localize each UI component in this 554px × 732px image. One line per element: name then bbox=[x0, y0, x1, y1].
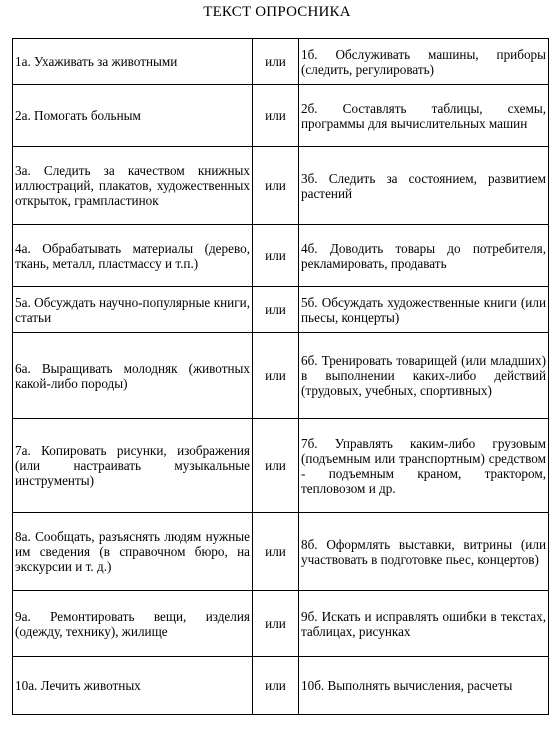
option-b-cell: 6б. Тренировать товарищей (или младших) в выполнении каких-либо действий (трудовых, учебных, спортивных) bbox=[299, 333, 549, 419]
table-row bbox=[13, 39, 549, 85]
option-b-cell: 1б. Обслуживать машины, приборы (следить, регулировать) bbox=[299, 39, 549, 85]
page-title: ТЕКСТ ОПРОСНИКА bbox=[203, 4, 351, 20]
option-a-cell: 9а. Ремонтировать вещи, изделия (одежду, технику), жилище bbox=[13, 591, 253, 657]
table-row bbox=[13, 85, 549, 147]
table-row bbox=[13, 591, 549, 657]
or-cell: или bbox=[253, 591, 299, 657]
option-a-cell: 4а. Обрабатывать материалы (дерево, ткань, металл, пластмассу и т.п.) bbox=[13, 225, 253, 287]
table-row bbox=[13, 333, 549, 419]
option-a-cell: 10а. Лечить животных bbox=[13, 657, 253, 715]
option-b-cell: 2б. Составлять таблицы, схемы, программы для вычислительных машин bbox=[299, 85, 549, 147]
option-b-cell: 3б. Следить за состоянием, развитием растений bbox=[299, 147, 549, 225]
option-b-cell: 9б. Искать и исправлять ошибки в текстах, таблицах, рисунках bbox=[299, 591, 549, 657]
option-a-cell: 7а. Копировать рисунки, изображения (или настраивать музыкальные инструменты) bbox=[13, 419, 253, 513]
option-a-cell: 1а. Ухаживать за животными bbox=[13, 39, 253, 85]
table-row bbox=[13, 513, 549, 591]
option-a-cell: 5а. Обсуждать научно-популярные книги, статьи bbox=[13, 287, 253, 333]
table-row bbox=[13, 225, 549, 287]
questionnaire-table bbox=[12, 38, 549, 715]
or-cell: или bbox=[253, 225, 299, 287]
option-b-cell: 8б. Оформлять выставки, витрины (или участвовать в подготовке пьес, концертов) bbox=[299, 513, 549, 591]
or-cell: или bbox=[253, 419, 299, 513]
option-b-cell: 5б. Обсуждать художественные книги (или пьесы, концерты) bbox=[299, 287, 549, 333]
table-row bbox=[13, 147, 549, 225]
table-row bbox=[13, 287, 549, 333]
or-cell: или bbox=[253, 333, 299, 419]
option-b-cell: 4б. Доводить товары до потребителя, рекламировать, продавать bbox=[299, 225, 549, 287]
option-a-cell: 3а. Следить за качеством книжных иллюстраций, плакатов, художественных открыток, грампластинок bbox=[13, 147, 253, 225]
option-b-cell: 10б. Выполнять вычисления, расчеты bbox=[299, 657, 549, 715]
table-row bbox=[13, 419, 549, 513]
or-cell: или bbox=[253, 513, 299, 591]
or-cell: или bbox=[253, 287, 299, 333]
or-cell: или bbox=[253, 85, 299, 147]
option-a-cell: 2а. Помогать больным bbox=[13, 85, 253, 147]
or-cell: или bbox=[253, 39, 299, 85]
table-row bbox=[13, 657, 549, 715]
option-a-cell: 8а. Сообщать, разъяснять людям нужные им сведения (в справочном бюро, на экскурсии и т. д.) bbox=[13, 513, 253, 591]
option-b-cell: 7б. Управлять каким-либо грузовым (подъемным или транспортным) средством - подъемным краном, трактором, тепловозом и др. bbox=[299, 419, 549, 513]
or-cell: или bbox=[253, 147, 299, 225]
option-a-cell: 6а. Выращивать молодняк (животных какой-либо породы) bbox=[13, 333, 253, 419]
or-cell: или bbox=[253, 657, 299, 715]
